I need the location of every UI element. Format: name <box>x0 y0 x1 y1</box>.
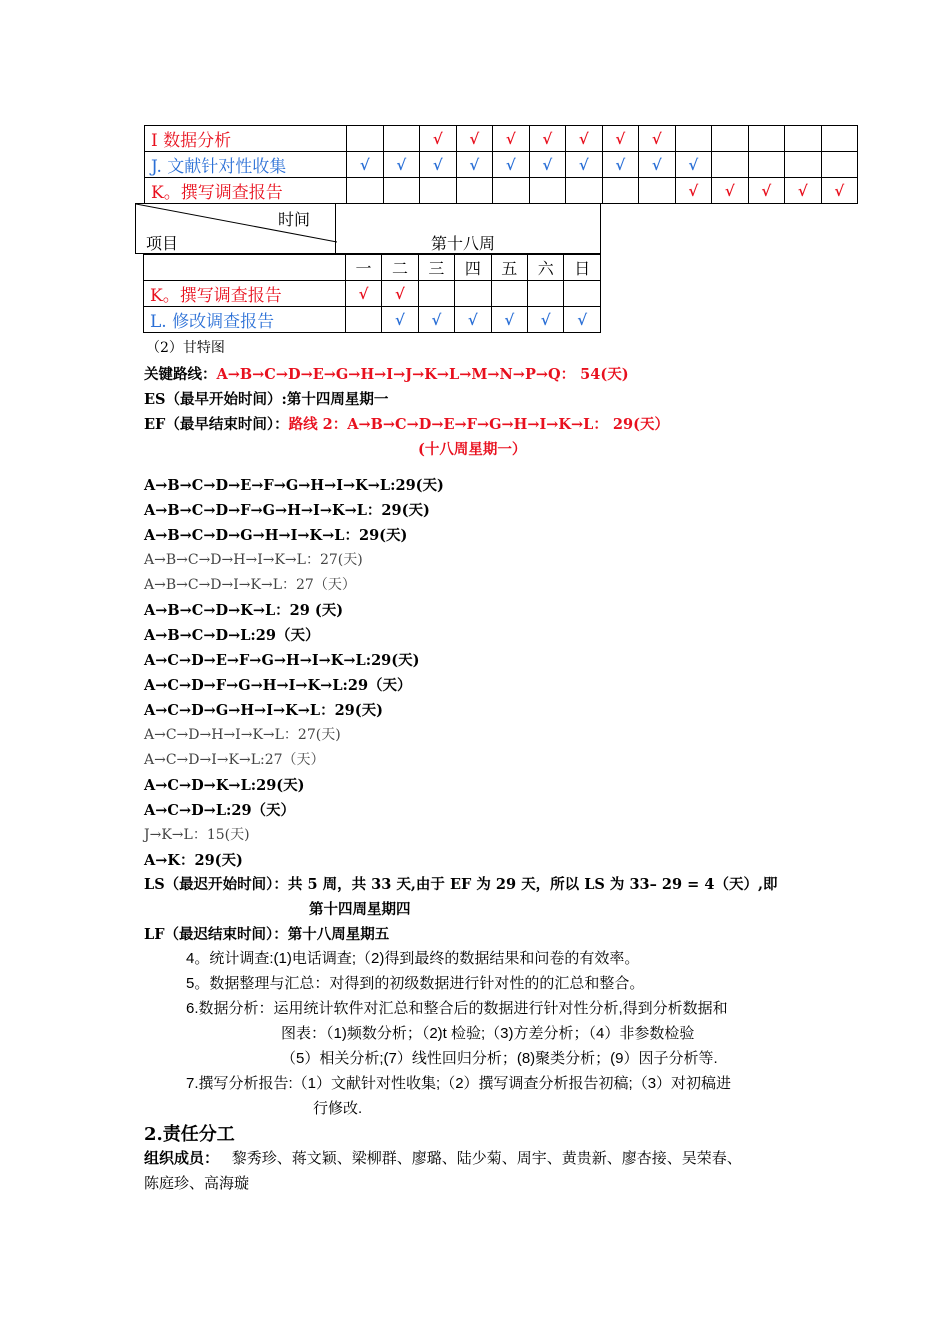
header-item: 项目 <box>146 234 179 253</box>
gantt-cell <box>528 281 564 307</box>
check-mark-icon: √ <box>724 181 735 200</box>
gantt-caption: （2）甘特图 <box>146 340 225 356</box>
gantt-cell <box>420 126 457 152</box>
critical-path <box>144 363 629 384</box>
check-mark-icon: √ <box>688 181 699 200</box>
gantt-cell <box>821 178 858 204</box>
gantt-cell <box>345 281 381 307</box>
check-mark-icon: √ <box>578 129 589 148</box>
gantt-cell <box>566 126 603 152</box>
check-mark-icon: √ <box>542 155 553 174</box>
check-mark-icon: √ <box>396 155 407 174</box>
gantt-cell <box>493 152 530 178</box>
gantt-cell <box>455 307 491 333</box>
gantt-cell <box>785 126 822 152</box>
gantt-cell <box>347 152 384 178</box>
check-mark-icon: √ <box>359 155 370 174</box>
gantt-cell <box>602 126 639 152</box>
header-diagonal-cell <box>135 203 336 254</box>
route-line: A→B→C→D→I→K→L：27（天） <box>144 577 356 593</box>
gantt-cell <box>529 152 566 178</box>
gantt-cell <box>493 126 530 152</box>
gantt-cell <box>347 178 384 204</box>
gantt-row <box>145 178 858 204</box>
header-time: 时间 <box>278 210 311 229</box>
gantt-row-label: I 数据分析 <box>145 126 347 152</box>
check-mark-icon: √ <box>578 155 589 174</box>
item-7-line2: 行修改. <box>313 1100 363 1117</box>
check-mark-icon: √ <box>432 155 443 174</box>
check-mark-icon: √ <box>651 129 662 148</box>
check-mark-icon: √ <box>505 129 516 148</box>
gantt-cell <box>748 126 785 152</box>
check-mark-icon: √ <box>651 155 662 174</box>
day-header: 五 <box>491 255 527 281</box>
route-line: A→C→D→L:29（天） <box>144 802 296 819</box>
days-row <box>144 255 601 281</box>
gantt-cell <box>712 178 749 204</box>
check-mark-icon: √ <box>615 155 626 174</box>
route-line: A→C→D→I→K→L:27（天） <box>144 752 325 768</box>
item-7-line1: 7.撰写分析报告:（1）文献针对性收集;（2）撰写调查分析报告初稿;（3）对初稿进 <box>186 1075 732 1092</box>
check-mark-icon: √ <box>688 155 699 174</box>
gantt-cell <box>564 281 601 307</box>
week18-grid <box>143 254 601 333</box>
check-mark-icon: √ <box>505 155 516 174</box>
route-line: A→C→D→F→G→H→I→K→L:29（天） <box>144 677 412 694</box>
members-line1 <box>144 1147 742 1168</box>
week-label: 第十八周 <box>431 234 496 253</box>
gantt-cell <box>675 126 712 152</box>
gantt-row-label: K。撰写调查报告 <box>145 178 347 204</box>
gantt-cell <box>491 307 527 333</box>
gantt-row-label: J. 文献针对性收集 <box>145 152 347 178</box>
week-label-cell <box>336 203 601 254</box>
ef-line2: (十八周星期一） <box>418 441 527 458</box>
gantt-cell <box>383 178 420 204</box>
check-mark-icon: √ <box>358 284 369 303</box>
day-header: 四 <box>455 255 491 281</box>
ef-value: 路线 2：A→B→C→D→E→F→G→H→I→K→L： 29(天） <box>288 416 669 433</box>
gantt-cell <box>347 126 384 152</box>
gantt-cell <box>382 281 418 307</box>
item-4: 4。统计调查:(1)电话调查;（2)得到最终的数据结果和问卷的有效率。 <box>186 950 640 967</box>
check-mark-icon: √ <box>540 310 551 329</box>
gantt-cell <box>455 281 491 307</box>
gantt-cell <box>420 178 457 204</box>
ls-line2: 第十四周星期四 <box>309 901 411 918</box>
gantt-cell <box>602 178 639 204</box>
gantt-cell <box>712 126 749 152</box>
route-line: A→B→C→D→F→G→H→I→K→L：29(天) <box>144 502 430 519</box>
route-line: A→B→C→D→K→L：29 (天) <box>144 602 344 619</box>
gantt-cell <box>383 152 420 178</box>
gantt-cell <box>785 178 822 204</box>
check-mark-icon: √ <box>467 310 478 329</box>
day-header: 六 <box>528 255 564 281</box>
gantt-cell <box>566 178 603 204</box>
check-mark-icon: √ <box>504 310 515 329</box>
day-header: 二 <box>382 255 418 281</box>
lf-line: LF（最迟结束时间）：第十八周星期五 <box>144 926 390 943</box>
route-line: A→C→D→H→I→K→L：27(天) <box>144 727 341 743</box>
gantt-cell <box>748 152 785 178</box>
item-6-line2: 图表：（1)频数分析；（2)t 检验;（3)方差分析；（4）非参数检验 <box>281 1025 695 1042</box>
gantt-row-label: K。撰写调查报告 <box>144 281 346 307</box>
gantt-cell <box>420 152 457 178</box>
gantt-cell <box>602 152 639 178</box>
check-mark-icon: √ <box>469 155 480 174</box>
route-line: A→K：29(天) <box>144 852 243 869</box>
day-header: 一 <box>345 255 381 281</box>
ef-label: EF（最早结束时间）： <box>144 416 289 433</box>
gantt-cell <box>456 152 493 178</box>
members-line2: 陈庭珍、高海璇 <box>144 1174 250 1192</box>
check-mark-icon: √ <box>431 310 442 329</box>
gantt-cell <box>491 281 527 307</box>
check-mark-icon: √ <box>577 310 588 329</box>
item-5: 5。数据整理与汇总：对得到的初级数据进行针对性的的汇总和整合。 <box>186 975 645 992</box>
gantt-cell <box>675 178 712 204</box>
check-mark-icon: √ <box>395 310 405 329</box>
check-mark-icon: √ <box>395 284 405 303</box>
day-header: 三 <box>418 255 454 281</box>
ef-line <box>144 413 669 434</box>
gantt-row-label: L. 修改调查报告 <box>144 307 346 333</box>
gantt-cell <box>564 307 601 333</box>
gantt-cell <box>418 281 454 307</box>
gantt-cell <box>821 126 858 152</box>
gantt-cell <box>639 178 676 204</box>
members-label: 组织成员： <box>144 1149 220 1167</box>
gantt-table-top <box>144 125 858 204</box>
gantt-cell <box>566 152 603 178</box>
gantt-cell <box>345 307 381 333</box>
route-line: A→C→D→G→H→I→K→L：29(天) <box>144 702 383 719</box>
check-mark-icon: √ <box>797 181 808 200</box>
gantt-cell <box>456 178 493 204</box>
gantt-table-week18 <box>135 203 601 331</box>
gantt-cell <box>529 178 566 204</box>
check-mark-icon: √ <box>432 129 443 148</box>
gantt-row <box>145 152 858 178</box>
gantt-cell <box>785 152 822 178</box>
item-6-line1: 6.数据分析：运用统计软件对汇总和整合后的数据进行针对性分析,得到分析数据和 <box>186 1000 728 1017</box>
check-mark-icon: √ <box>834 181 845 200</box>
section-title: 2.责任分工 <box>144 1124 235 1145</box>
ls-line1: LS（最迟开始时间）：共 5 周，共 33 天,由于 EF 为 29 天，所以 LS 为 33– 29 = 4（天）,即 <box>144 876 778 893</box>
gantt-row <box>145 126 858 152</box>
gantt-row <box>144 307 601 333</box>
route-line: A→B→C→D→E→F→G→H→I→K→L:29(天) <box>144 477 444 494</box>
gantt-row <box>144 281 601 307</box>
route-line: A→B→C→D→G→H→I→K→L：29(天) <box>144 527 408 544</box>
gantt-cell <box>418 307 454 333</box>
critical-path-value: A→B→C→D→E→G→H→I→J→K→L→M→N→P→Q： 54(天) <box>216 366 629 383</box>
gantt-cell <box>529 126 566 152</box>
members-names: 黎秀珍、蒋文颖、梁柳群、廖璐、陆少菊、周宇、黄贵新、廖杏接、吴荣春、 <box>231 1149 742 1167</box>
check-mark-icon: √ <box>615 129 626 148</box>
gantt-cell <box>748 178 785 204</box>
check-mark-icon: √ <box>761 181 772 200</box>
critical-path-label: 关键路线： <box>144 366 217 383</box>
gantt-cell <box>712 152 749 178</box>
gantt-cell <box>382 307 418 333</box>
gantt-cell <box>821 152 858 178</box>
item-6-line3: （5）相关分析;(7）线性回归分析；(8)聚类分析；(9）因子分析等. <box>281 1050 718 1067</box>
check-mark-icon: √ <box>542 129 553 148</box>
route-line: J→K→L：15(天) <box>144 827 250 843</box>
days-row-blank <box>144 255 346 281</box>
route-line: A→C→D→K→L:29(天) <box>144 777 305 794</box>
day-header: 日 <box>564 255 601 281</box>
route-line: A→B→C→D→H→I→K→L：27(天) <box>144 552 363 568</box>
gantt-cell <box>675 152 712 178</box>
gantt-cell <box>639 126 676 152</box>
gantt-cell <box>639 152 676 178</box>
es-line: ES（最早开始时间）:第十四周星期一 <box>144 391 389 408</box>
check-mark-icon: √ <box>469 129 480 148</box>
gantt-cell <box>528 307 564 333</box>
gantt-cell <box>456 126 493 152</box>
route-line: A→C→D→E→F→G→H→I→K→L:29(天) <box>144 652 420 669</box>
gantt-cell <box>493 178 530 204</box>
gantt-cell <box>383 126 420 152</box>
route-line: A→B→C→D→L:29（天） <box>144 627 320 644</box>
